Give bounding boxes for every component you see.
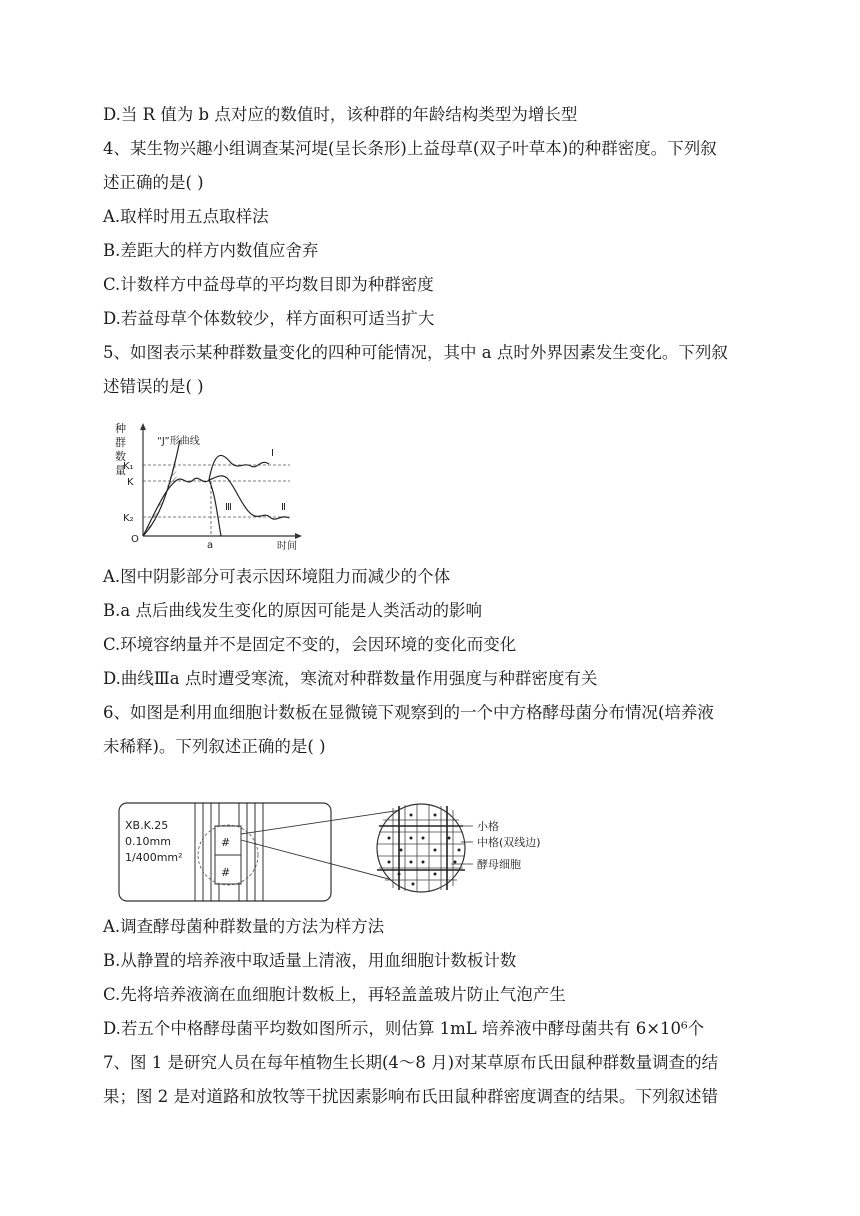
k-label: K (127, 477, 134, 488)
y-axis-label-2: 群 (115, 436, 126, 449)
option-4d-prev: D.当 R 值为 b 点对应的数值时，该种群的年龄结构类型为增长型 (103, 105, 578, 124)
j-curve-label: “J”形曲线 (157, 436, 200, 447)
origin-label: O (131, 534, 139, 545)
x-axis-label: 时间 (277, 541, 297, 552)
k2-label: K₂ (123, 513, 134, 524)
question-5-stem-2: 述错误的是( ) (103, 377, 204, 396)
k1-label: K₁ (123, 461, 134, 472)
label-medium-square: 中格(双线边) (477, 836, 541, 849)
plate-depth-label: 0.10mm (125, 835, 171, 848)
question-5-option-a: A.图中阴影部分可表示因环境阻力而减少的个体 (103, 567, 451, 586)
question-5-option-b: B.a 点后曲线发生变化的原因可能是人类活动的影响 (103, 601, 482, 620)
question-5-option-c: C.环境容纳量并不是固定不变的，会因环境的变化而变化 (103, 635, 517, 654)
question-4-stem-1: 4、某生物兴趣小组调查某河堤(呈长条形)上益母草(双子叶草本)的种群密度。下列叙 (103, 139, 717, 158)
label-yeast-cell: 酵母细胞 (477, 858, 521, 871)
label-small-square: 小格 (477, 820, 499, 833)
population-curve-figure (105, 418, 310, 553)
y-axis-label-1: 种 (115, 422, 126, 435)
plate-area-label: 1/400mm² (125, 851, 183, 864)
svg-text:#: # (221, 836, 231, 849)
curve-I-label: Ⅰ (271, 448, 274, 459)
curve-II-label: Ⅱ (281, 502, 286, 513)
hemocytometer-figure (115, 800, 585, 906)
plate-model-label: XB.K.25 (125, 819, 169, 832)
question-7-stem-1: 7、图 1 是研究人员在每年植物生长期(4～8 月)对某草原布氏田鼠种群数量调查的结 (103, 1053, 719, 1072)
question-6-option-a: A.调查酵母菌种群数量的方法为样方法 (103, 917, 385, 936)
question-4-option-c: C.计数样方中益母草的平均数目即为种群密度 (103, 275, 434, 294)
a-label: a (207, 540, 214, 551)
question-6-stem-1: 6、如图是利用血细胞计数板在显微镜下观察到的一个中方格酵母菌分布情况(培养液 (103, 703, 714, 722)
question-6-option-c: C.先将培养液滴在血细胞计数板上，再轻盖盖玻片防止气泡产生 (103, 985, 566, 1004)
y-axis-label-4: 量 (115, 464, 126, 477)
question-6-option-d: D.若五个中格酵母菌平均数如图所示，则估算 1mL 培养液中酵母菌共有 6×10⁶个 (103, 1019, 705, 1038)
question-4-option-b: B.差距大的样方内数值应舍弃 (103, 241, 319, 260)
question-5-option-d: D.曲线Ⅲa 点时遭受寒流，寒流对种群数量作用强度与种群密度有关 (103, 669, 598, 688)
question-5-stem-1: 5、如图表示某种群数量变化的四种可能情况，其中 a 点时外界因素发生变化。下列叙 (103, 343, 728, 362)
question-6-option-b: B.从静置的培养液中取适量上清液，用血细胞计数板计数 (103, 951, 517, 970)
svg-text:#: # (221, 866, 231, 879)
question-6-stem-2: 未稀释)。下列叙述正确的是( ) (103, 737, 326, 756)
curve-III-label: Ⅲ (225, 502, 232, 513)
question-4-option-a: A.取样时用五点取样法 (103, 207, 269, 226)
question-4-option-d: D.若益母草个体数较少，样方面积可适当扩大 (103, 309, 435, 328)
y-axis-label-3: 数 (115, 450, 126, 463)
question-4-stem-2: 述正确的是( ) (103, 173, 204, 192)
question-7-stem-2: 果；图 2 是对道路和放牧等干扰因素影响布氏田鼠种群密度调查的结果。下列叙述错 (103, 1087, 718, 1106)
